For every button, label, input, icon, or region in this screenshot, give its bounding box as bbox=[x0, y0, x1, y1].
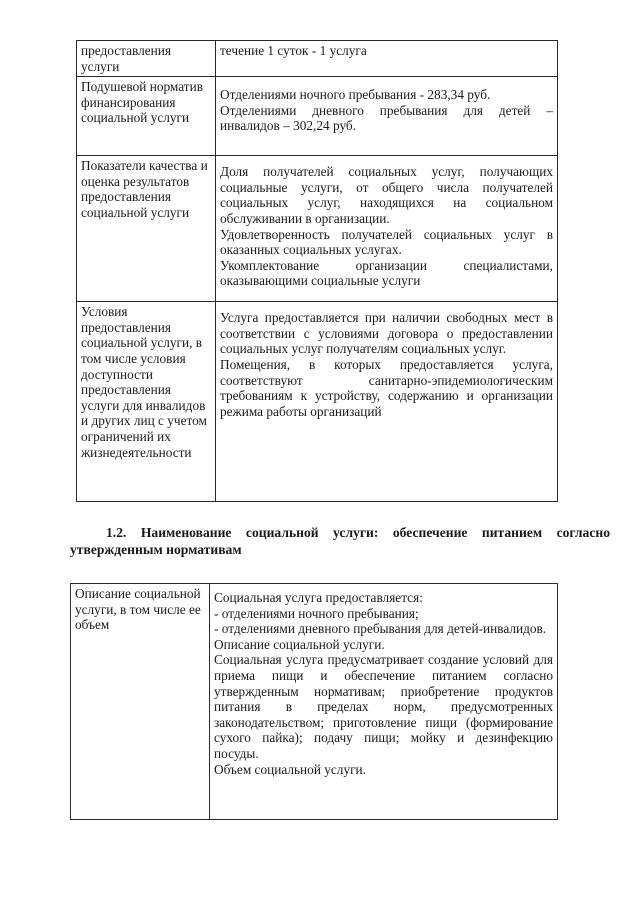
section-heading: 1.2. Наименование социальной услуги: обеспечение питанием согласно утвержденным нормативам bbox=[70, 525, 610, 557]
value-line: - отделениями дневного пребывания для детей-инвалидов. bbox=[214, 621, 547, 637]
row-value bbox=[210, 584, 558, 820]
row-value bbox=[216, 77, 558, 156]
table-row bbox=[71, 584, 558, 820]
value-line: течение 1 суток - 1 услуга bbox=[220, 43, 367, 58]
table-row bbox=[77, 41, 558, 77]
table-row bbox=[77, 156, 558, 302]
row-label: Описание социальной услуги, в том числе ее объем bbox=[71, 584, 210, 820]
table-row bbox=[77, 77, 558, 156]
service-description-table bbox=[70, 583, 558, 820]
row-label: Условия предоставления социальной услуги, в том числе условия доступности предоставления услуги для инвалидов и других лиц с учетом ограничений их жизнедеятельности bbox=[77, 302, 216, 502]
value-line: Описание социальной услуги. bbox=[214, 636, 385, 652]
table-row bbox=[77, 302, 558, 502]
row-value bbox=[216, 156, 558, 302]
row-value bbox=[216, 41, 558, 77]
value-line: Социальная услуга предоставляется: bbox=[214, 590, 423, 605]
value-line: Отделениями дневного пребывания для детей – инвалидов – 302,24 руб. bbox=[220, 102, 553, 134]
value-line: Отделениями ночного пребывания - 283,34 руб. bbox=[220, 87, 491, 103]
value-line: Удовлетворенность получателей социальных услуг в оказанных социальных услугах. bbox=[220, 226, 553, 258]
row-label: Подушевой норматив финансирования социальной услуги bbox=[77, 77, 216, 156]
row-label: предоставления услуги bbox=[77, 41, 216, 77]
value-line: Услуга предоставляется при наличии свободных мест в соответствии с условиями договора о предоставлении социальных услуг получателям социальных услуг. bbox=[220, 310, 553, 357]
value-line: Социальная услуга предусматривает создание условий для приема пищи и обеспечение питанием согласно утвержденным нормативам; приобретение продуктов питания в пределах норм, предусмотренных законодательством; приготовление пищи (формирование сухого пайка); подачу пищи; мойку и дезинфекцию посуды. bbox=[214, 652, 553, 761]
row-value bbox=[216, 302, 558, 502]
row-label: Показатели качества и оценка результатов предоставления социальной услуги bbox=[77, 156, 216, 302]
value-line: Объем социальной услуги. bbox=[214, 761, 366, 777]
value-line: Укомплектование организации специалистами, оказывающими социальные услуги bbox=[220, 257, 553, 289]
value-line: - отделениями ночного пребывания; bbox=[214, 605, 419, 621]
value-line: Доля получателей социальных услуг, получающих социальные услуги, от общего числа получателей социальных услуг, находящихся на социальном обслуживании в организации. bbox=[220, 164, 553, 226]
value-line: Помещения, в которых предоставляется услуга, соответствуют санитарно-эпидемиологическим требованиям к устройству, содержанию и организации режима работы организаций bbox=[220, 356, 553, 419]
service-standard-table bbox=[76, 40, 558, 502]
